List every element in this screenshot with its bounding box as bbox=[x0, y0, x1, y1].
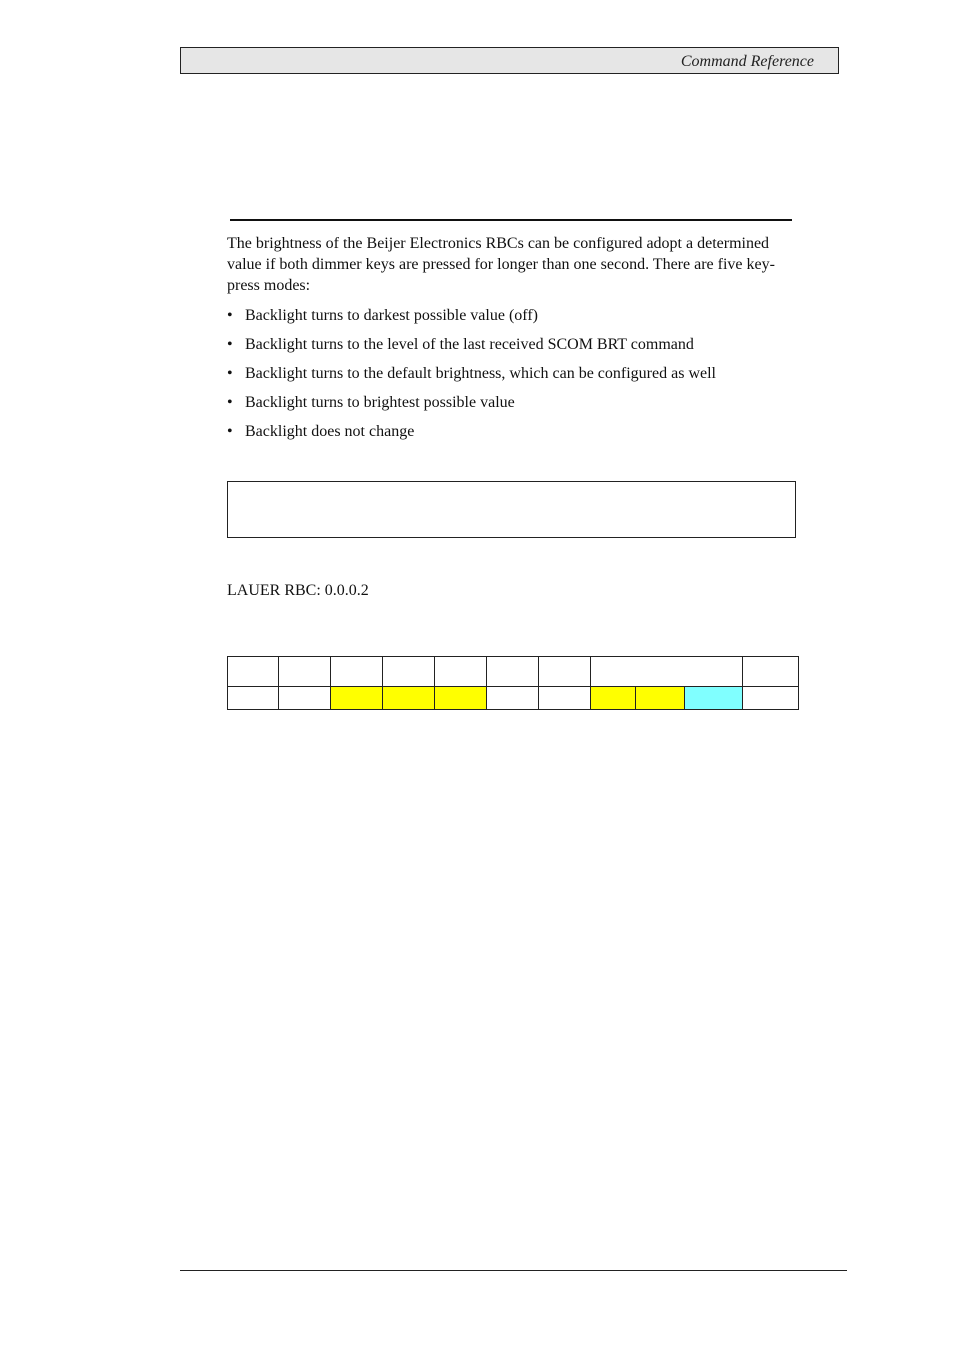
section-divider bbox=[230, 219, 792, 221]
table-cell bbox=[228, 687, 279, 710]
list-item bbox=[227, 305, 797, 334]
list-item-text: Backlight turns to the default brightness, which can be configured as well bbox=[245, 365, 716, 382]
address-line: LAUER RBC: 0.0.0.2 bbox=[227, 582, 369, 599]
table-cell bbox=[539, 687, 591, 710]
byte-layout-table bbox=[227, 656, 799, 710]
list-item bbox=[227, 392, 797, 421]
header-cell bbox=[383, 657, 435, 687]
header-cell bbox=[331, 657, 383, 687]
table-cell bbox=[487, 687, 539, 710]
header-cell bbox=[487, 657, 539, 687]
list-item bbox=[227, 363, 797, 392]
header-title: Command Reference bbox=[680, 53, 814, 70]
table-cell bbox=[636, 687, 685, 710]
header-cell bbox=[539, 657, 591, 687]
table-header-row bbox=[228, 657, 799, 687]
table-cell bbox=[279, 687, 331, 710]
keypress-mode-list bbox=[227, 305, 797, 450]
table-cell bbox=[435, 687, 487, 710]
bullet-icon: • bbox=[227, 365, 233, 382]
bullet-icon: • bbox=[227, 394, 233, 411]
table-row bbox=[228, 687, 799, 710]
list-item-text: Backlight turns to darkest possible value (off) bbox=[245, 307, 538, 324]
bullet-icon: • bbox=[227, 336, 233, 353]
table-cell bbox=[743, 687, 799, 710]
header-cell bbox=[591, 657, 743, 687]
header-cell bbox=[743, 657, 799, 687]
list-item-text: Backlight does not change bbox=[245, 423, 415, 440]
list-item-text: Backlight turns to brightest possible value bbox=[245, 394, 515, 411]
table-cell bbox=[331, 687, 383, 710]
table-cell bbox=[685, 687, 743, 710]
header-cell bbox=[228, 657, 279, 687]
table-cell bbox=[591, 687, 636, 710]
header-cell bbox=[435, 657, 487, 687]
intro-paragraph: The brightness of the Beijer Electronics RBCs can be configured adopt a determined value if both dimmer keys are pressed for longer than one second. There are five key-press modes: bbox=[227, 235, 775, 294]
bullet-icon: • bbox=[227, 307, 233, 324]
bullet-icon: • bbox=[227, 423, 233, 440]
list-item bbox=[227, 334, 797, 363]
list-item bbox=[227, 421, 797, 450]
list-item-text: Backlight turns to the level of the last received SCOM BRT command bbox=[245, 336, 694, 353]
note-box bbox=[227, 481, 796, 538]
footer-divider bbox=[180, 1270, 847, 1271]
header-cell bbox=[279, 657, 331, 687]
table-cell bbox=[383, 687, 435, 710]
page-header bbox=[180, 47, 839, 74]
